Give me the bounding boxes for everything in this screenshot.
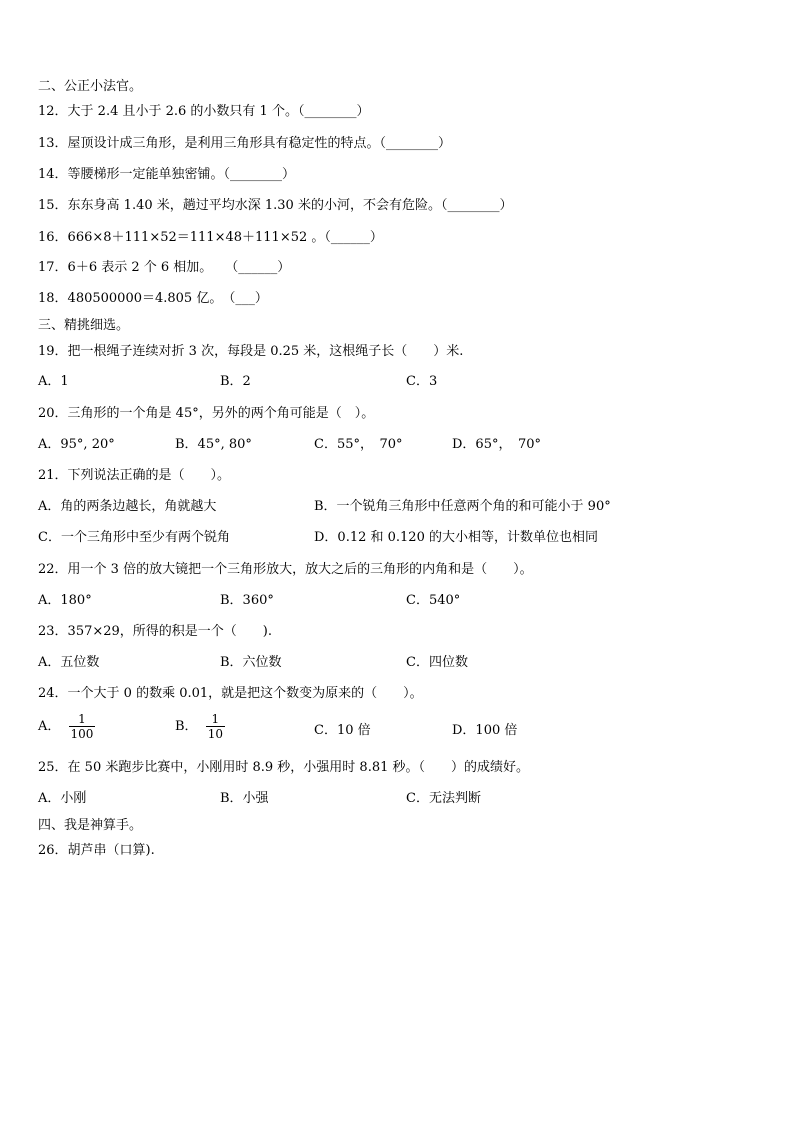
option-24-b	[175, 712, 225, 741]
question-23: 23．357×29，所得的积是一个（ ).	[38, 624, 272, 639]
option-20-d: D．65°， 70°	[452, 437, 542, 452]
option-24-d: D．100 倍	[452, 723, 518, 738]
question-20: 20．三角形的一个角是 45°，另外的两个角可能是（ ）。	[38, 406, 375, 421]
option-21-c: C．一个三角形中至少有两个锐角	[38, 530, 230, 545]
options-22	[38, 593, 764, 611]
question-12: 12．大于 2.4 且小于 2.6 的小数只有 1 个。（________）	[38, 104, 370, 119]
question-13: 13．屋顶设计成三角形，是利用三角形具有稳定性的特点。（________）	[38, 136, 452, 151]
question-14: 14．等腰梯形一定能单独密铺。（________）	[38, 167, 296, 182]
option-21-b: B．一个锐角三角形中任意两个角的和可能小于 90°	[314, 499, 611, 514]
option-25-a: A．小刚	[38, 791, 87, 806]
option-24-a	[38, 712, 95, 741]
options-21-row2	[38, 530, 764, 548]
options-25	[38, 791, 764, 809]
option-24-b-label: B．	[175, 719, 198, 734]
option-25-b: B．小强	[220, 791, 269, 806]
fraction-1-100	[69, 712, 96, 741]
question-19: 19．把一根绳子连续对折 3 次，每段是 0.25 米，这根绳子长（ ）米.	[38, 344, 464, 359]
option-21-a: A．角的两条边越长，角就越大	[38, 499, 217, 514]
option-22-a: A．180°	[38, 593, 92, 608]
option-20-c: C．55°， 70°	[314, 437, 403, 452]
options-20	[38, 437, 764, 455]
option-23-a: A．五位数	[38, 655, 100, 670]
option-20-a: A．95°, 20°	[38, 437, 115, 452]
fraction-numerator: 1	[78, 712, 86, 726]
options-23	[38, 655, 764, 673]
option-23-b: B．六位数	[220, 655, 282, 670]
option-24-c: C．10 倍	[314, 723, 371, 738]
fraction-1-10	[206, 712, 225, 741]
option-19-c: C．3	[406, 374, 438, 389]
option-22-b: B．360°	[220, 593, 274, 608]
question-24: 24．一个大于 0 的数乘 0.01，就是把这个数变为原来的（ ）。	[38, 686, 423, 701]
options-24	[38, 712, 764, 752]
question-17: 17．6＋6 表示 2 个 6 相加。 （______）	[38, 260, 291, 275]
question-15: 15．东东身高 1.40 米，趟过平均水深 1.30 米的小河，不会有危险。（________）	[38, 198, 513, 213]
option-25-c: C．无法判断	[406, 791, 481, 806]
question-16: 16．666×8＋111×52＝111×48＋111×52 。（______）	[38, 230, 383, 245]
option-23-c: C．四位数	[406, 655, 468, 670]
options-21-row1	[38, 499, 764, 517]
options-19	[38, 374, 764, 392]
option-24-a-label: A．	[38, 719, 61, 734]
fraction-numerator: 1	[211, 712, 220, 726]
question-21: 21．下列说法正确的是（ ）。	[38, 468, 231, 483]
question-26: 26．胡芦串（口算).	[38, 843, 155, 858]
option-21-d: D．0.12 和 0.120 的大小相等，计数单位也相同	[314, 530, 598, 545]
option-22-c: C．540°	[406, 593, 461, 608]
section-choice-heading: 三、精挑细选。	[38, 318, 130, 333]
section-calc-heading: 四、我是神算手。	[38, 818, 143, 833]
option-19-a: A．1	[38, 374, 69, 389]
section-judge-heading: 二、公正小法官。	[38, 79, 143, 94]
fraction-denominator: 100	[70, 727, 94, 741]
question-25: 25．在 50 米跑步比赛中，小刚用时 8.9 秒，小强用时 8.81 秒。（ ）的成绩好。	[38, 760, 529, 775]
option-20-b: B．45°, 80°	[175, 437, 252, 452]
question-22: 22．用一个 3 倍的放大镜把一个三角形放大，放大之后的三角形的内角和是（ ）。	[38, 562, 533, 577]
option-19-b: B．2	[220, 374, 251, 389]
fraction-denominator: 10	[207, 727, 223, 741]
question-18: 18．480500000＝4.805 亿。 （___）	[38, 291, 268, 306]
